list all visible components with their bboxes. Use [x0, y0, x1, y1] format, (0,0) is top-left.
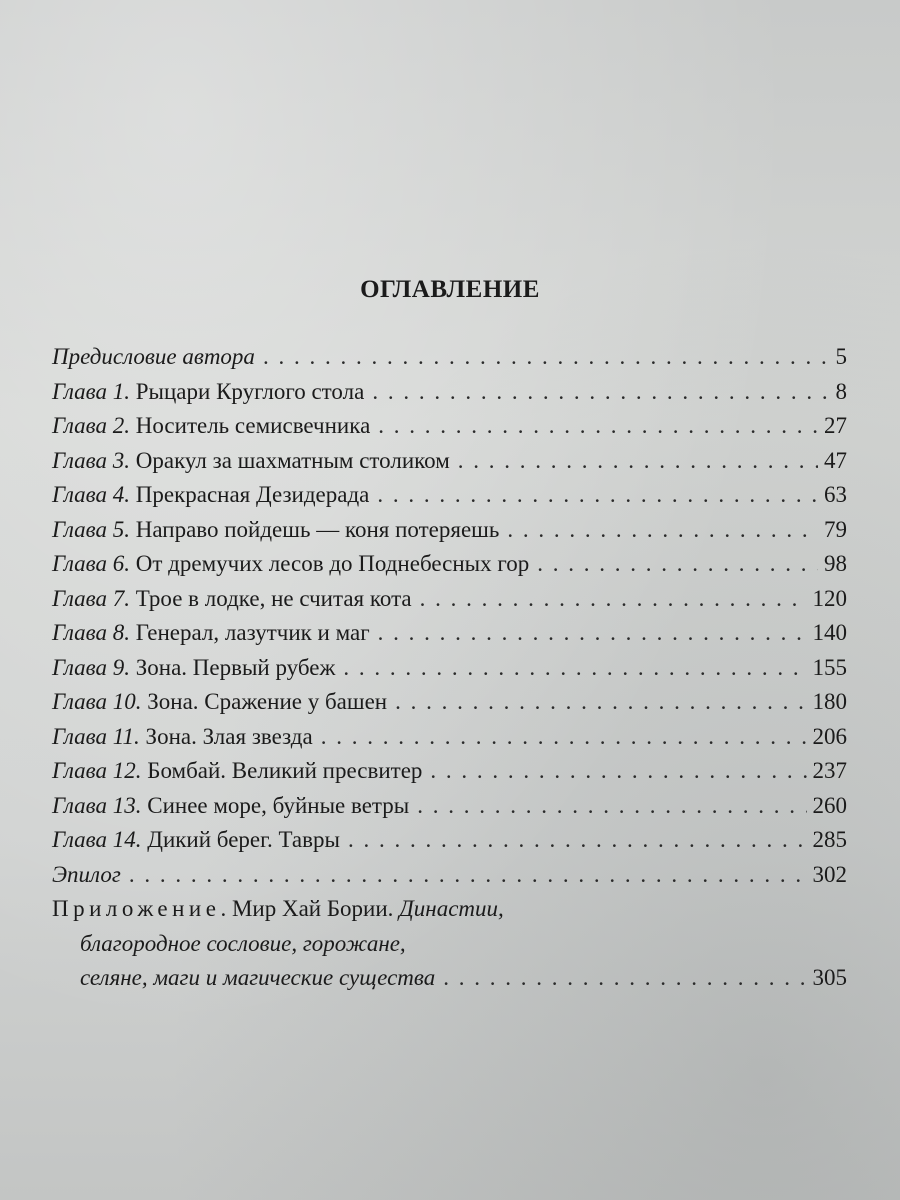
appendix-subtitle-end: селяне, маги и магические существа	[80, 965, 436, 990]
entry-label	[52, 789, 409, 824]
chapter-title: Рыцари Круглого стола	[135, 378, 365, 404]
entry-label	[52, 823, 340, 858]
toc-entry-chapter-8	[52, 616, 847, 651]
chapter-title: Генерал, лазутчик и маг	[135, 620, 370, 645]
entry-label	[52, 478, 369, 513]
chapter-number: Глава 13.	[52, 792, 142, 818]
chapter-number: Глава 3.	[52, 447, 130, 473]
leader-dots	[263, 340, 830, 375]
chapter-number: Глава 10.	[52, 689, 142, 714]
toc-entry-appendix-line-2	[52, 927, 847, 962]
entry-label	[52, 892, 504, 927]
page-number: 98	[824, 551, 847, 576]
leader-dots	[417, 789, 806, 824]
page-number: 63	[824, 482, 847, 507]
page-title: ОГЛАВЛЕНИЕ	[360, 276, 540, 303]
entry-label	[52, 444, 450, 479]
chapter-number: Глава 9.	[52, 654, 130, 680]
page-number: 8	[835, 378, 847, 404]
page-number: 140	[812, 620, 847, 645]
appendix-subtitle: Династии,	[399, 896, 504, 921]
page-number: 47	[824, 447, 847, 473]
toc-entry-chapter-5	[52, 513, 847, 548]
appendix-subtitle-continued: благородное сословие, горожане,	[80, 930, 406, 956]
leader-dots	[395, 685, 806, 720]
leader-dots	[420, 582, 807, 617]
chapter-number: Глава 1.	[52, 378, 130, 404]
toc-entry-chapter-12	[52, 754, 847, 789]
entry-label: Предисловие автора	[52, 344, 255, 369]
appendix-title: . Мир Хай Бории.	[220, 896, 394, 921]
entry-label	[52, 685, 387, 720]
chapter-title: Направо пойдешь — коня потеряешь	[135, 516, 500, 542]
chapter-number: Глава 14.	[52, 827, 142, 852]
chapter-number: Глава 8.	[52, 620, 130, 645]
chapter-title: Зона. Злая звезда	[145, 723, 313, 749]
chapter-title: Трое в лодке, не считая кота	[135, 585, 412, 611]
page-number: 206	[812, 723, 847, 749]
toc-entry-chapter-1	[52, 375, 847, 410]
toc-entry-chapter-11	[52, 720, 847, 755]
page-number: 260	[812, 792, 847, 818]
toc-entry-chapter-9	[52, 651, 847, 686]
chapter-number: Глава 4.	[52, 482, 130, 507]
chapter-title: Носитель семисвечника	[135, 413, 371, 438]
chapter-title: Оракул за шахматным столиком	[135, 447, 450, 473]
page-number: 180	[812, 689, 847, 714]
page-number: 305	[812, 965, 847, 990]
toc-entry-preface	[52, 340, 847, 375]
page-number: 120	[812, 585, 847, 611]
entry-label	[52, 547, 529, 582]
chapter-title: Дикий берег. Тавры	[147, 827, 340, 852]
entry-label	[52, 375, 364, 410]
chapter-number: Глава 6.	[52, 551, 130, 576]
chapter-number: Глава 12.	[52, 758, 142, 783]
toc-entry-chapter-3	[52, 444, 847, 479]
chapter-number: Глава 2.	[52, 413, 130, 438]
chapter-title: Синее море, буйные ветры	[147, 792, 410, 818]
page-number: 285	[812, 827, 847, 852]
toc-entry-appendix-line-1	[52, 892, 847, 927]
chapter-title: Зона. Сражение у башен	[147, 689, 388, 714]
toc-entry-chapter-13	[52, 789, 847, 824]
chapter-number: Глава 5.	[52, 516, 130, 542]
entry-label	[52, 513, 499, 548]
page-number: 155	[812, 654, 847, 680]
entry-label	[52, 409, 370, 444]
leader-dots	[507, 513, 818, 548]
entry-label	[52, 720, 313, 755]
leader-dots	[537, 547, 818, 582]
entry-label	[52, 651, 335, 686]
toc-entry-appendix-line-3	[52, 961, 847, 996]
leader-dots	[129, 858, 807, 893]
entry-label	[52, 616, 370, 651]
appendix-prefix: Приложение	[52, 896, 221, 921]
chapter-title: Бомбай. Великий пресвитер	[147, 758, 423, 783]
page-number: 302	[812, 861, 847, 887]
chapter-title: Зона. Первый рубеж	[135, 654, 336, 680]
leader-dots	[430, 754, 806, 789]
entry-label: Эпилог	[52, 861, 121, 887]
toc-entry-chapter-7	[52, 582, 847, 617]
leader-dots	[443, 961, 806, 996]
leader-dots	[378, 409, 818, 444]
chapter-number: Глава 7.	[52, 585, 130, 611]
page-number: 237	[812, 758, 847, 783]
leader-dots	[377, 478, 818, 513]
toc-entry-chapter-4	[52, 478, 847, 513]
toc-entry-chapter-10	[52, 685, 847, 720]
leader-dots	[348, 823, 807, 858]
chapter-title: От дремучих лесов до Поднебесных гор	[135, 551, 530, 576]
toc-entry-chapter-2	[52, 409, 847, 444]
table-of-contents	[52, 340, 847, 996]
leader-dots	[321, 720, 807, 755]
toc-entry-epilogue	[52, 858, 847, 893]
chapter-title: Прекрасная Дезидерада	[135, 482, 370, 507]
entry-label	[52, 754, 422, 789]
toc-entry-chapter-14	[52, 823, 847, 858]
leader-dots	[458, 444, 818, 479]
leader-dots	[378, 616, 807, 651]
chapter-number: Глава 11.	[52, 723, 140, 749]
leader-dots	[343, 651, 806, 686]
leader-dots	[372, 375, 829, 410]
page-number: 5	[835, 344, 847, 369]
toc-entry-chapter-6	[52, 547, 847, 582]
page-number: 79	[824, 516, 847, 542]
page-number: 27	[824, 413, 847, 438]
entry-label	[52, 582, 412, 617]
